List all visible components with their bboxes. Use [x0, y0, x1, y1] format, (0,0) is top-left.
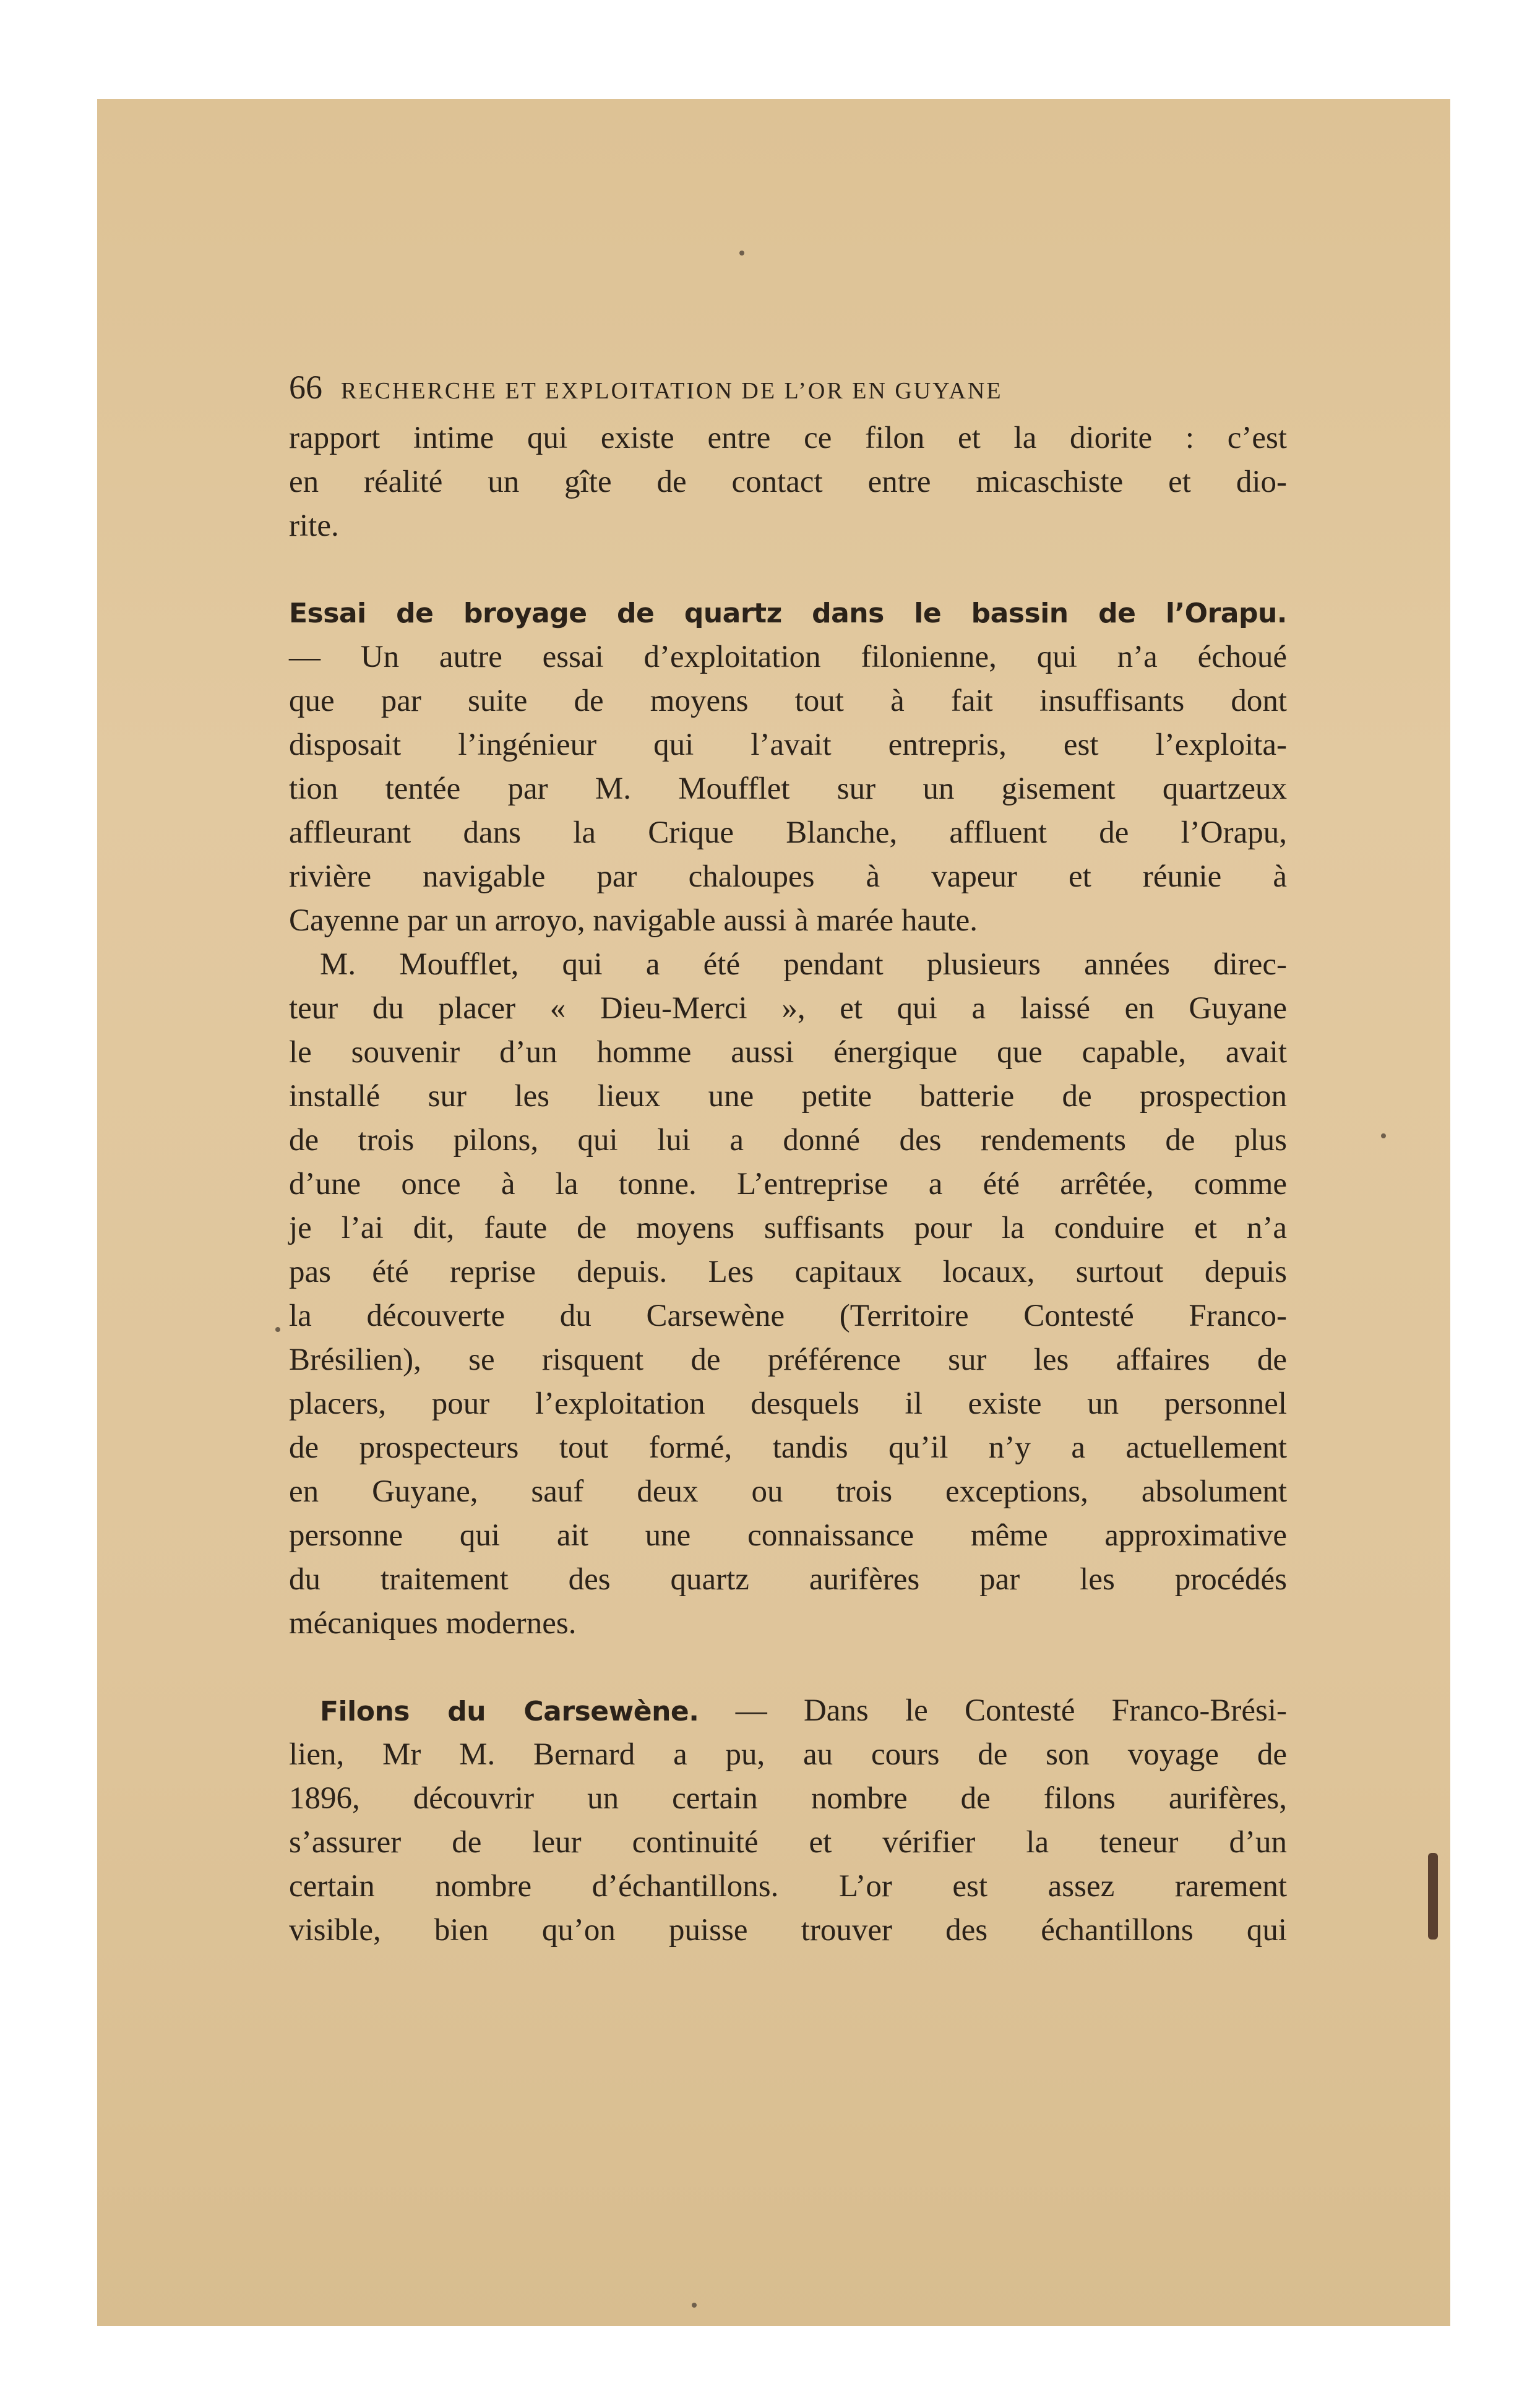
text-line: — Dans le Contesté Franco-Brési- — [735, 1693, 1287, 1728]
text-line: affleurant dans la Crique Blanche, affluent de l’Orapu, — [289, 815, 1287, 850]
text-line: rite. — [289, 509, 339, 543]
text-line: installé sur les lieux une petite batterie de prospection — [289, 1079, 1287, 1114]
text-line: visible, bien qu’on puisse trouver des échantillons qui — [289, 1913, 1287, 1948]
text-line: Brésilien), se risquent de préférence sur les affaires de — [289, 1343, 1287, 1377]
running-head-title: RECHERCHE ET EXPLOITATION DE L’OR EN GUYANE — [341, 378, 1003, 404]
text-line: que par suite de moyens tout à fait insuffisants dont — [289, 684, 1287, 718]
ink-speck — [739, 251, 744, 256]
text-line: Cayenne par un arroyo, navigable aussi à marée haute. — [289, 903, 978, 938]
page-text — [289, 368, 1287, 1953]
section-heading: Essai de broyage de quartz dans le bassin de l’Orapu. — [289, 598, 1287, 629]
paragraph-gap — [289, 1646, 1287, 1689]
page-edge-mark — [1428, 1853, 1438, 1940]
text-line: 1896, découvrir un certain nombre de filons aurifères, — [289, 1781, 1287, 1816]
text-line: en Guyane, sauf deux ou trois exceptions, absolument — [289, 1474, 1287, 1509]
text-line: je l’ai dit, faute de moyens suffisants pour la conduire et n’a — [289, 1211, 1287, 1245]
section-line — [289, 1689, 1287, 1733]
text-line: rapport intime qui existe entre ce filon et la diorite : c’est — [289, 421, 1287, 455]
text-line: le souvenir d’un homme aussi énergique que capable, avait — [289, 1035, 1287, 1070]
running-head — [289, 368, 1287, 411]
text-line: s’assurer de leur continuité et vérifier la teneur d’un — [289, 1825, 1287, 1860]
text-line: en réalité un gîte de contact entre micaschiste et dio- — [289, 465, 1287, 499]
text-line: rivière navigable par chaloupes à vapeur et réunie à — [289, 859, 1287, 894]
paragraph-gap — [289, 548, 1287, 591]
text-line: mécaniques modernes. — [289, 1606, 577, 1641]
text-line: M. Moufflet, qui a été pendant plusieurs années direc- — [320, 947, 1287, 982]
text-line: la découverte du Carsewène (Territoire Contesté Franco- — [289, 1299, 1287, 1333]
ink-speck — [275, 1327, 280, 1332]
text-line: disposait l’ingénieur qui l’avait entrepris, est l’exploita- — [289, 728, 1287, 762]
section-heading: Filons du Carsewène. — [320, 1696, 699, 1727]
text-line: lien, Mr M. Bernard a pu, au cours de son voyage de — [289, 1737, 1287, 1772]
text-line: de prospecteurs tout formé, tandis qu’il n’y a actuellement — [289, 1430, 1287, 1465]
text-line: du traitement des quartz aurifères par les procédés — [289, 1562, 1287, 1597]
text-line: placers, pour l’exploitation desquels il existe un personnel — [289, 1386, 1287, 1421]
text-line: d’une once à la tonne. L’entreprise a été arrêtée, comme — [289, 1167, 1287, 1201]
ink-speck — [692, 2303, 697, 2308]
text-line: — Un autre essai d’exploitation filonienne, qui n’a échoué — [289, 640, 1287, 674]
ink-speck — [1381, 1133, 1386, 1138]
text-line: pas été reprise depuis. Les capitaux locaux, surtout depuis — [289, 1255, 1287, 1289]
page-number: 66 — [289, 369, 322, 406]
text-line: teur du placer « Dieu-Merci », et qui a laissé en Guyane — [289, 991, 1287, 1026]
text-line: tion tentée par M. Moufflet sur un gisement quartzeux — [289, 771, 1287, 806]
text-line: de trois pilons, qui lui a donné des rendements de plus — [289, 1123, 1287, 1158]
text-line: certain nombre d’échantillons. L’or est assez rarement — [289, 1869, 1287, 1904]
text-line: personne qui ait une connaissance même approximative — [289, 1518, 1287, 1553]
